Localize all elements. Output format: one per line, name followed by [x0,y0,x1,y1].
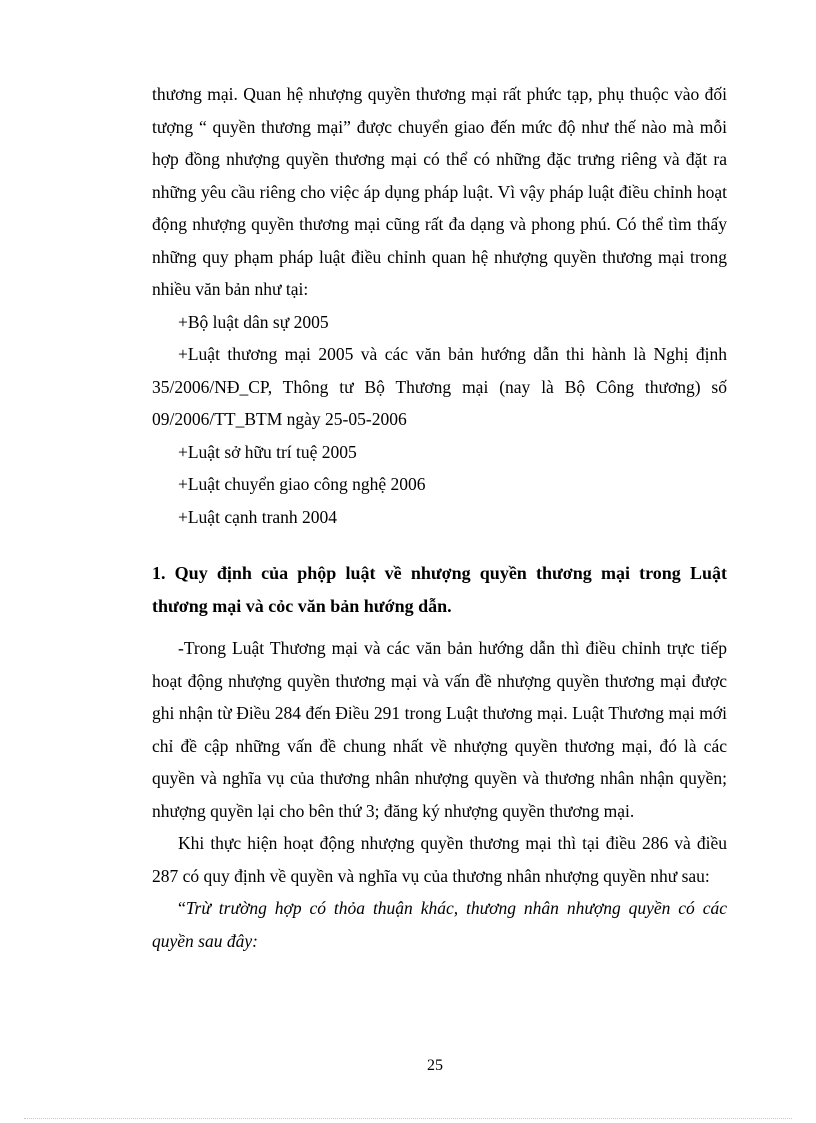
intro-paragraph: thương mại. Quan hệ nhượng quyền thương mại rất phức tạp, phụ thuộc vào đối tượng “ quyền thương mại” được chuyển giao đến mức độ như thế nào mà mỗi hợp đồng nhượng quyền thương mại có thể có những đặc trưng riêng và đặt ra những yêu cầu riêng cho việc áp dụng pháp luật. Vì vậy pháp luật điều chỉnh hoạt động nhượng quyền thương mại cũng rất đa dạng và phong phú. Có thể tìm thấy những quy phạm pháp luật điều chỉnh quan hệ nhượng quyền thương mại trong nhiều văn bản như tại: [152,84,727,299]
page-number: 25 [427,1057,443,1074]
law-list-item: +Luật thương mại 2005 và các văn bản hướng dẫn thi hành là Nghị định 35/2006/NĐ_CP, Thông tư Bộ Thương mại (nay là Bộ Công thương) số 09/2006/TT_BTM ngày 25-05-2006 [152,344,727,429]
rights-paragraph: Khi thực hiện hoạt động nhượng quyền thương mại thì tại điều 286 và điều 287 có quy định về quyền và nghĩa vụ của thương nhân nhượng quyền như sau: [152,833,727,886]
section-paragraph: -Trong Luật Thương mại và các văn bản hướng dẫn thì điều chỉnh trực tiếp hoạt động nhượng quyền thương mại và vấn đề nhượng quyền thương mại được ghi nhận từ Điều 284 đến Điều 291 trong Luật thương mại. Luật Thương mại mới chỉ đề cập những vấn đề chung nhất về nhượng quyền thương mại, đó là các quyền và nghĩa vụ của thương nhân nhượng quyền và thương nhân nhận quyền; nhượng quyền lại cho bên thứ 3; đăng ký nhượng quyền thương mại. [152,638,727,821]
quote-open-mark: “ [178,898,186,918]
document-page [152,78,727,957]
law-list-item: +Luật chuyển giao công nghệ 2006 [178,474,426,494]
section-heading: 1. Quy định của phộp luật về nhượng quyền thương mại trong Luật thương mại và cỏc văn bản hướng dẫn. [152,563,727,616]
page-bottom-divider [24,1118,792,1119]
quote-text: Trừ trường hợp có thỏa thuận khác, thương nhân nhượng quyền có các quyền sau đây: [152,898,727,951]
law-list-item: +Luật cạnh tranh 2004 [178,506,338,527]
quoted-article-text [152,892,727,957]
spacer [152,622,727,632]
law-list [152,306,727,534]
spacer [152,533,727,557]
law-list-item: +Luật sở hữu trí tuệ 2005 [178,441,357,462]
law-list-item: +Bộ luật dân sự 2005 [178,311,329,332]
